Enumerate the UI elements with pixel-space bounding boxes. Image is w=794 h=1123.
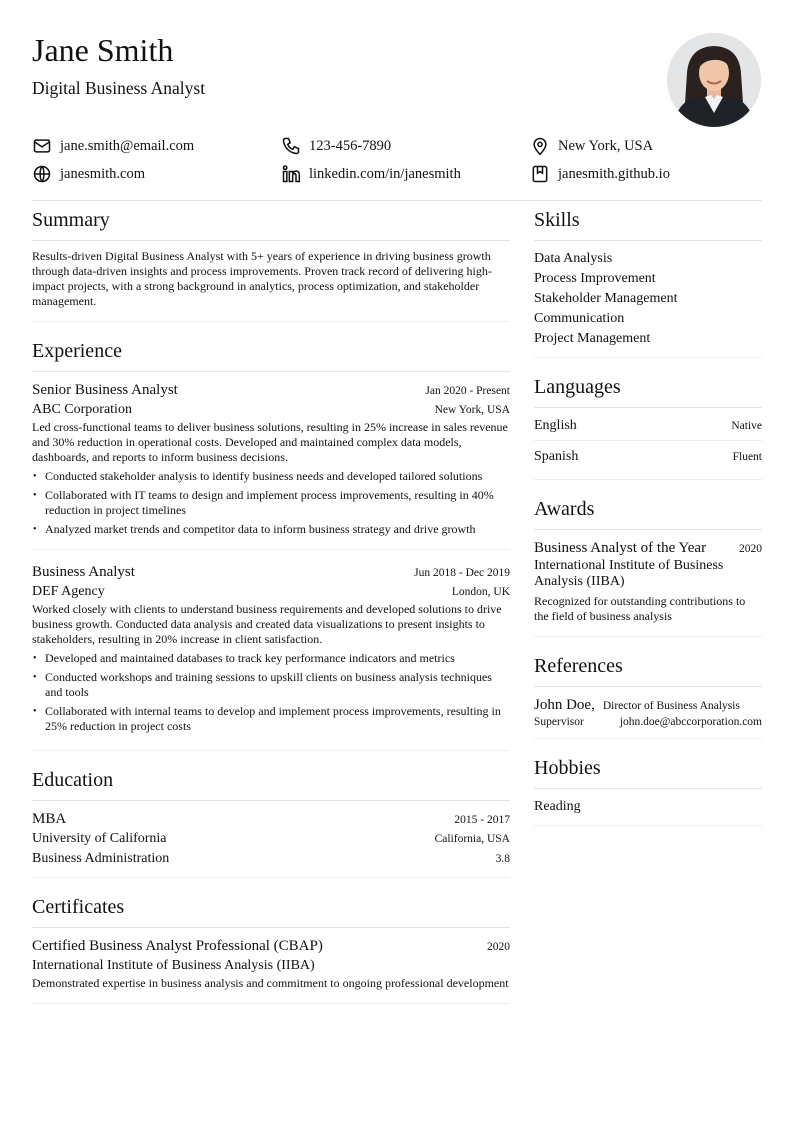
reference-relation: Supervisor xyxy=(534,716,584,728)
job-bullets xyxy=(32,469,510,537)
gpa: 3.8 xyxy=(495,853,510,865)
candidate-name: Jane Smith xyxy=(32,32,174,68)
contact-email[interactable] xyxy=(32,135,194,157)
job-dates: Jun 2018 - Dec 2019 xyxy=(414,567,510,579)
contact-phone[interactable] xyxy=(281,135,391,157)
list-item: • Collaborated with IT teams to design and implement process improvements, resulting in 40% reduction in project timelines xyxy=(45,488,510,518)
summary-text: Results-driven Digital Business Analyst with 5+ years of experience in driving business growth through data-driven insights and process improvements. Proven track record of delivering high-impact projects, with a strong background in analytics, process optimization, and stakeholder management. xyxy=(32,249,492,308)
section-heading: Experience xyxy=(32,338,510,372)
skill-item: Process Improvement xyxy=(534,271,656,286)
mail-icon xyxy=(32,136,52,156)
skill-item: Data Analysis xyxy=(534,251,613,266)
website-text: janesmith.com xyxy=(60,165,145,182)
linkedin-text: linkedin.com/in/janesmith xyxy=(309,165,461,182)
skills-section xyxy=(534,207,762,358)
phone-text: 123-456-7890 xyxy=(309,137,392,154)
job-location: London, UK xyxy=(451,586,510,598)
skill-item: Stakeholder Management xyxy=(534,291,678,306)
phone-icon xyxy=(281,136,301,156)
email-text: jane.smith@email.com xyxy=(60,137,195,154)
language-level: Fluent xyxy=(732,451,762,463)
summary-section xyxy=(32,207,510,322)
education-section xyxy=(32,767,510,878)
section-heading: Languages xyxy=(534,374,762,408)
section-heading: Education xyxy=(32,767,510,801)
contact-location xyxy=(530,135,653,157)
hobby-item: Reading xyxy=(534,799,581,814)
skill-item: Project Management xyxy=(534,331,651,346)
location-text: New York, USA xyxy=(558,137,654,154)
header-divider xyxy=(32,200,762,201)
linkedin-icon xyxy=(281,164,301,184)
section-heading: Hobbies xyxy=(534,755,762,789)
certificates-section xyxy=(32,894,510,1004)
hobbies-section xyxy=(534,755,762,826)
award-issuer: International Institute of Business Analysis (IIBA) xyxy=(534,558,724,589)
language-name: Spanish xyxy=(534,449,579,464)
map-pin-icon xyxy=(530,136,550,156)
certificate-year: 2020 xyxy=(487,941,510,953)
github-text: janesmith.github.io xyxy=(558,165,670,182)
section-heading: Summary xyxy=(32,207,510,241)
job-role: Business Analyst xyxy=(32,564,135,580)
language-level: Native xyxy=(731,420,762,432)
job-role: Senior Business Analyst xyxy=(32,382,178,398)
job-company: DEF Agency xyxy=(32,584,105,599)
job-description: Worked closely with clients to understand business requirements and developed solutions to drive business growth. Conducted data analysis and created data visualizations to present insights to stakeholders, resulting in 20% increase in client satisfaction. xyxy=(32,602,502,646)
language-item xyxy=(534,416,762,440)
awards-section xyxy=(534,496,762,637)
certificate-issuer: International Institute of Business Analysis (IIBA) xyxy=(32,958,315,973)
reference-email[interactable]: john.doe@abccorporation.com xyxy=(619,716,762,728)
degree: MBA xyxy=(32,811,67,827)
section-heading: Certificates xyxy=(32,894,510,928)
award-description: Recognized for outstanding contributions to the field of business analysis xyxy=(534,594,746,623)
references-section xyxy=(534,653,762,739)
education-location: California, USA xyxy=(434,833,510,845)
list-item: • Collaborated with internal teams to develop and implement process improvements, resulting in 25% reduction in project costs xyxy=(45,704,510,734)
school: University of California xyxy=(32,831,167,846)
contact-website[interactable] xyxy=(32,163,145,185)
section-heading: Awards xyxy=(534,496,762,530)
job-entry xyxy=(32,562,510,742)
field-of-study: Business Administration xyxy=(32,851,170,866)
certificate-description: Demonstrated expertise in business analysis and commitment to ongoing professional development xyxy=(32,976,509,990)
side-column xyxy=(534,207,762,842)
job-dates: Jan 2020 - Present xyxy=(425,385,510,397)
list-item: • Conducted workshops and training sessions to upskill clients on business analysis techniques and tools xyxy=(45,670,510,700)
job-company: ABC Corporation xyxy=(32,402,132,417)
main-column xyxy=(32,207,510,1020)
experience-section xyxy=(32,338,510,751)
certificate-name: Certified Business Analyst Professional (CBAP) xyxy=(32,938,323,954)
job-description: Led cross-functional teams to deliver business solutions, resulting in 25% increase in sales revenue and 30% reduction in operational costs. Developed and maintained complex data models, dashboards, and reports to inform business decisions. xyxy=(32,420,508,464)
section-heading: Skills xyxy=(534,207,762,241)
list-item: • Developed and maintained databases to track key performance indicators and metrics xyxy=(45,651,510,666)
job-location: New York, USA xyxy=(434,404,510,416)
language-item xyxy=(534,440,762,471)
candidate-title: Digital Business Analyst xyxy=(32,78,206,98)
section-heading: References xyxy=(534,653,762,687)
job-entry xyxy=(32,380,510,550)
award-year: 2020 xyxy=(739,543,762,555)
contact-github[interactable] xyxy=(530,163,670,185)
list-item: • Analyzed market trends and competitor data to inform business strategy and drive growth xyxy=(45,522,510,537)
skill-item: Communication xyxy=(534,311,625,326)
award-name: Business Analyst of the Year xyxy=(534,540,707,556)
bookmark-icon xyxy=(530,164,550,184)
reference-position: Director of Business Analysis xyxy=(602,700,740,712)
profile-photo xyxy=(667,33,761,127)
reference-name: John Doe, xyxy=(534,697,595,713)
list-item: • Conducted stakeholder analysis to identify business needs and developed tailored solutions xyxy=(45,469,510,484)
job-bullets xyxy=(32,651,510,734)
globe-icon xyxy=(32,164,52,184)
language-name: English xyxy=(534,418,577,433)
contact-linkedin[interactable] xyxy=(281,163,461,185)
education-dates: 2015 - 2017 xyxy=(454,814,510,826)
languages-section xyxy=(534,374,762,480)
